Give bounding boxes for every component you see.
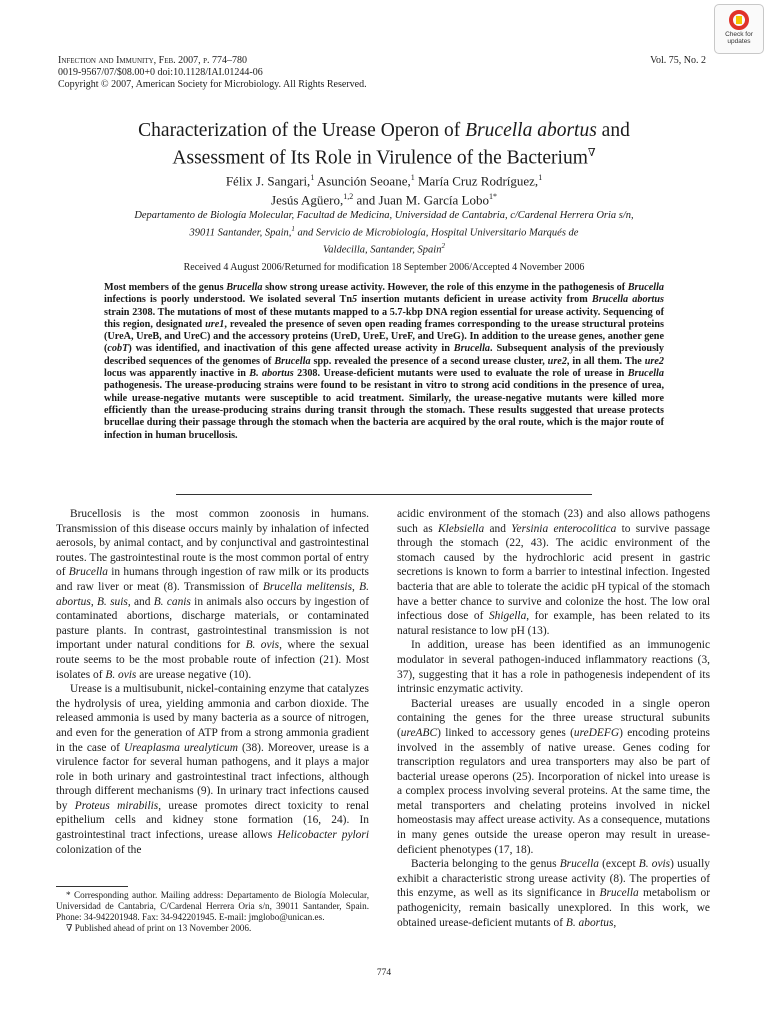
affil-line3: Valdecilla, Santander, Spain [323, 244, 442, 255]
affiliations [80, 210, 688, 257]
author-5: and Juan M. García Lobo [353, 192, 489, 208]
copyright-line: Copyright © 2007, American Society for Microbiology. All Rights Reserved. [58, 79, 367, 90]
footnotes [56, 890, 369, 934]
affil-sup-2: 2 [441, 241, 445, 250]
author-1: Félix J. Sangari, [225, 173, 311, 189]
author-1-affil: 1 [310, 173, 315, 182]
footnote-corresponding: * Corresponding author. Mailing address: Departamento de Biología Molecular, Universidad de Cantabria, C/Cardenal Herrera Oria s/n, 39011 Santander, Spain. Phone: 34-942201948. Fax: 34-942201945. E-mail: jmglobo@unican.es. [56, 890, 369, 922]
left-paragraph-1: Brucellosis is the most common zoonosis in humans. Transmission of this disease occurs mainly by inhalation of infected aerosols, by animal contact, and by conjunctival and gastrointestinal routes. The gastrointestinal route is the most common portal of entry of Brucella in humans through ingestion of raw milk or its products and raw liver or meat (8). Transmission of Brucella melitensis, B. abortus, B. suis, and B. canis in animals also occurs by ingestion of contaminated abortions, discharge materials, or contaminated pasture plants. In contrast, gastrointestinal transmission is not important under natural conditions for B. ovis, where the sexual route seems to be the most probable route of infection (21). Most isolates of B. ovis are urease negative (10). [56, 508, 369, 681]
left-column [56, 507, 369, 857]
author-3-affil: 1 [538, 173, 543, 182]
title-mark: ∇ [587, 147, 596, 159]
title-line2: Assessment of Its Role in Virulence of the Bacterium [172, 147, 588, 169]
abstract-divider [176, 494, 592, 495]
page-number: 774 [376, 968, 392, 978]
author-5-affil: 1* [488, 192, 497, 202]
affil-line2b: and Servicio de Microbiología, Hospital Universitario Marqués de [294, 227, 579, 238]
running-header [58, 55, 367, 91]
affil-sup-1: 1 [291, 224, 295, 233]
right-paragraph-3: Bacterial ureases are usually encoded in a single operon containing the genes for the three urease structural subunits (ureABC) linked to accessory genes (ureDEFG) encoding proteins involved in the assembly of native urease. Genes coding for transcription regulators and urea transporters may also be part of bacterial urease operons (25). Incorporation of nickel into urease is a complex process involving several proteins. At the same time, the metal transporters and chelating proteins involved in nickel homeostasis may affect urease activity. As a consequence, mutations in many genes outside the urease operon may result in urease-deficient phenotypes (17, 18). [397, 697, 710, 856]
right-paragraph-2: In addition, urease has been identified as an immunogenic modulator in several pathogen-induced inflammatory reactions (3, 37), suggesting that it has a role in pathogenesis independent of its intrinsic enzymatic activity. [397, 639, 710, 696]
article-title [40, 119, 728, 170]
affil-line1: Departamento de Biología Molecular, Facultad de Medicina, Universidad de Cantabria, c/Cardenal Herrera Oria s/n, [134, 210, 634, 221]
right-paragraph-4: Bacteria belonging to the genus Brucella (except B. ovis) usually exhibit a characteristic strong urease activity (8). The properties of this enzyme, as well as its significance in Brucella metabolism or pathogenicity, remain basically unexplored. In this work, we obtained urease-deficient mutants of B. abortus, [397, 858, 710, 929]
footnote-print-date: ∇ Published ahead of print on 13 November 2006. [66, 923, 252, 933]
author-list [40, 170, 728, 209]
badge-line-2: updates [727, 38, 751, 45]
received-dates: Received 4 August 2006/Returned for modification 18 September 2006/Accepted 4 November 2006 [183, 262, 585, 273]
footnote-divider [56, 886, 128, 887]
left-paragraph-2: Urease is a multisubunit, nickel-containing enzyme that catalyzes the hydrolysis of urea, yielding ammonia and carbon dioxide. The released ammonia is used by many bacteria as a source of nitrogen, and even for the generation of ATP from a strong ammonia gradient in the case of Ureaplasma urealyticum (38). Moreover, urease is a virulence factor for several human pathogens, and it plays a major role in both urinary and gastrointestinal tract infections, although through different mechanisms (9). In urinary tract infections caused by Proteus mirabilis, urease promotes direct toxicity to renal epithelium cells and kidney stone formation (16, 24). In gastrointestinal tract infections, urease allows Helicobacter pylori colonization of the [56, 683, 369, 856]
author-4-affil: 1,2 [343, 192, 354, 202]
volume-label: Vol. 75, No. 2 [650, 55, 706, 66]
author-2-affil: 1 [410, 173, 415, 182]
author-2: Asunción Seoane, [314, 173, 411, 189]
issn-doi: 0019-9567/07/$08.00+0 doi:10.1128/IAI.01244-06 [58, 67, 263, 78]
title-species: Brucella abortus [465, 120, 597, 141]
author-4: Jesús Agüero, [271, 192, 344, 208]
crossmark-icon [729, 10, 749, 30]
title-part2: and [596, 120, 630, 141]
title-part1: Characterization of the Urease Operon of [138, 120, 466, 141]
right-paragraph-1: acidic environment of the stomach (23) and also allows pathogens such as Klebsiella and Yersinia enterocolitica to survive passage through the stomach (22, 43). The acidic environment of the stomach caused by the hydrochloric acid present in gastric secretions is known to form a barrier to intestinal infection. Ingested bacteria that are able to tolerate the acidic pH typical of the stomach have a better chance to survive and colonize the host. The low oral infectious dose of Shigella, for example, has been related to its natural resistance to low pH (13). [397, 508, 710, 637]
author-3: María Cruz Rodríguez, [414, 173, 539, 189]
check-for-updates-button[interactable] [714, 4, 764, 54]
affil-line2a: 39011 Santander, Spain, [189, 227, 292, 238]
badge-line-1: Check for [725, 31, 753, 38]
right-column [397, 507, 710, 930]
abstract: Most members of the genus Brucella show strong urease activity. However, the role of this enzyme in the pathogenesis of Brucella infections is poorly understood. We isolated several Tn5 insertion mutants deficient in urease activity from Brucella abortus strain 2308. The mutations of most of these mutants mapped to a 5.7-kbp DNA region essential for urease activity. Sequencing of this region, designated ure1, revealed the presence of seven open reading frames corresponding to the urease structural proteins (UreA, UreB, and UreC) and the accessory proteins (UreD, UreE, UreF, and UreG). In addition to the urease genes, another gene (cobT) was identified, and inactivation of this gene affected urease activity in Brucella. Subsequent analysis of the previously described sequences of the genomes of Brucella spp. revealed the presence of a second urease cluster, ure2, in all them. The ure2 locus was apparently inactive in B. abortus 2308. Urease-deficient mutants were used to evaluate the role of urease in Brucella pathogenesis. The urease-producing strains were found to be resistant in vitro to strong acid conditions in the presence of urea, while urease-negative mutants were susceptible to acid treatment. Similarly, the urease-negative mutants were killed more efficiently than the urease-producing strains during transit through the stomach. These results suggested that urease protects brucellae during their passage through the stomach when the bacteria are acquired by the oral route, which is the major route of infection in human brucellosis. [104, 282, 665, 441]
journal-line: Infection and Immunity, Feb. 2007, p. 774–780 [58, 55, 248, 66]
